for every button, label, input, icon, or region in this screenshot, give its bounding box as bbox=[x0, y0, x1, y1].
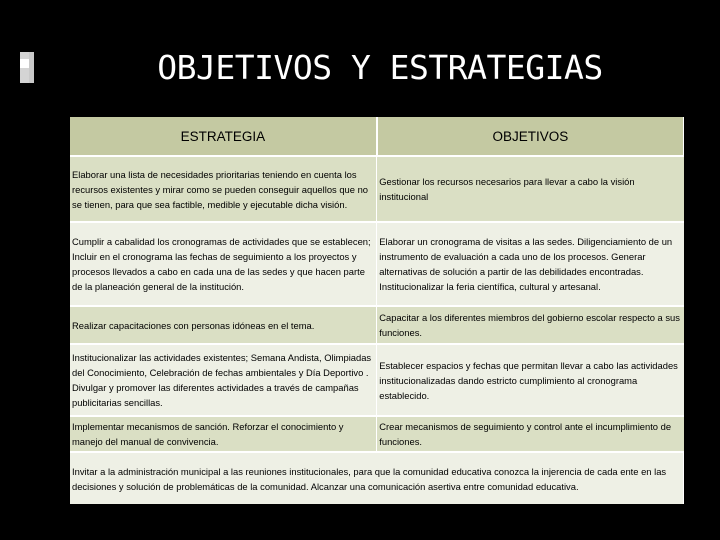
table-row bbox=[70, 222, 684, 306]
estrategia-cell: Realizar capacitaciones con personas idóneas en el tema. bbox=[70, 306, 377, 344]
accent-bar-highlight bbox=[20, 59, 29, 68]
objetivo-cell: Establecer espacios y fechas que permitan llevar a cabo las actividades institucionalizadas dando estricto cumplimiento al cronograma establecido. bbox=[377, 344, 684, 416]
objetivo-cell: Crear mecanismos de seguimiento y control ante el incumplimiento de funciones. bbox=[377, 416, 684, 452]
estrategia-cell: Institucionalizar las actividades existentes; Semana Andista, Olimpiadas del Conocimiento, Celebración de fechas ambientales y Día Deportivo . Divulgar y promover las diferentes actividades a través de campañas publicitarias sencillas. bbox=[70, 344, 377, 416]
slide-title: OBJETIVOS Y ESTRATEGIAS bbox=[157, 48, 603, 87]
accent-line bbox=[29, 52, 34, 83]
table-row bbox=[70, 344, 684, 416]
estrategia-text: Invitar a la administración municipal a las reuniones institucionales, para que la comunidad educativa conozca la injerencia de cada ente en las decisiones y solución de problemáticas de la comunidad. bbox=[72, 465, 667, 492]
table-row bbox=[70, 416, 684, 452]
objetivo-cell: Gestionar los recursos necesarios para llevar a cabo la visión institucional bbox=[377, 156, 684, 222]
estrategia-cell: Elaborar una lista de necesidades prioritarias teniendo en cuenta los recursos existentes y mirar como se pueden conseguir aquellos que no se tienen, para que sea factible, medible y ejecutable dicha visión. bbox=[70, 156, 377, 222]
table-row bbox=[70, 156, 684, 222]
objetivo-text: Alcanzar una comunicación asertiva entre comunidad educativa. bbox=[310, 480, 579, 492]
header-objetivos: OBJETIVOS bbox=[377, 117, 684, 156]
table-header-row bbox=[70, 117, 684, 156]
objetivo-cell: Capacitar a los diferentes miembros del gobierno escolar respecto a sus funciones. bbox=[377, 306, 684, 344]
table-row bbox=[70, 306, 684, 344]
strategy-table bbox=[70, 117, 684, 504]
estrategia-cell: Cumplir a cabalidad los cronogramas de actividades que se establecen; Incluir en el cronograma las fechas de seguimiento a los proyectos y procesos llevados a cabo en cada una de las sedes y que hacen parte de la planeación general de la institución. bbox=[70, 222, 377, 306]
merged-row-cell bbox=[70, 452, 684, 504]
estrategia-cell: Implementar mecanismos de sanción. Reforzar el conocimiento y manejo del manual de convivencia. bbox=[70, 416, 377, 452]
table-row bbox=[70, 452, 684, 504]
header-estrategia: ESTRATEGIA bbox=[70, 117, 377, 156]
objetivo-cell: Elaborar un cronograma de visitas a las sedes. Diligenciamiento de un instrumento de evaluación a cada uno de los procesos. Generar alternativas de solución a partir de las debilidades encontradas. Institucionalizar la feria científica, cultural y artesanal. bbox=[377, 222, 684, 306]
